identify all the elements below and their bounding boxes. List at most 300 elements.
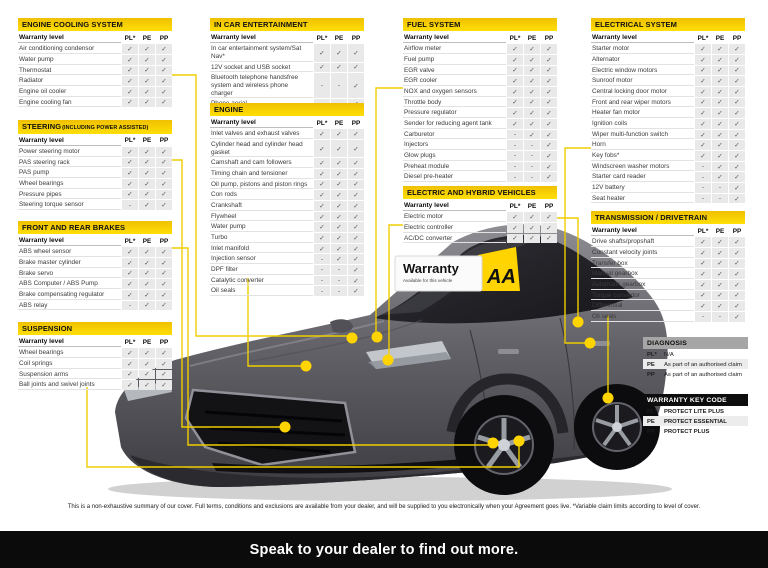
coverage-mark: ✓ xyxy=(156,158,172,168)
coverage-mark: ✓ xyxy=(139,348,155,358)
column-header: PP xyxy=(544,202,554,210)
callout-dot xyxy=(573,317,584,328)
coverage-mark: ✓ xyxy=(507,212,523,222)
coverage-mark: ✓ xyxy=(156,76,172,86)
table-column-headers xyxy=(403,201,557,211)
table-electrical-system xyxy=(591,18,745,203)
aa-logo: AA xyxy=(487,266,516,288)
part-label: Flywheel xyxy=(210,212,313,222)
coverage-mark: - xyxy=(331,276,347,286)
table-row xyxy=(591,87,745,97)
coverage-mark: ✓ xyxy=(524,119,540,129)
table-row xyxy=(403,55,557,65)
part-label: Suspension arms xyxy=(18,370,121,380)
coverage-mark: ✓ xyxy=(524,76,540,86)
part-label: Electric motor xyxy=(403,212,506,222)
coverage-mark: ✓ xyxy=(139,158,155,168)
table-row xyxy=(591,140,745,150)
warranty-level-label: Warranty level xyxy=(403,33,506,43)
coverage-mark: ✓ xyxy=(348,169,364,179)
coverage-mark: ✓ xyxy=(156,55,172,65)
column-header: PL* xyxy=(509,34,521,42)
table-row xyxy=(210,129,364,139)
part-label: Diesel pre-heater xyxy=(403,172,506,182)
coverage-mark: ✓ xyxy=(541,130,557,140)
coverage-mark: - xyxy=(331,286,347,296)
coverage-mark: ✓ xyxy=(729,269,745,279)
table-row xyxy=(403,212,557,222)
coverage-mark: ✓ xyxy=(729,108,745,118)
key-row xyxy=(643,426,748,436)
coverage-mark: ✓ xyxy=(541,151,557,161)
coverage-mark: ✓ xyxy=(139,269,155,279)
coverage-mark: ✓ xyxy=(507,76,523,86)
coverage-mark: ✓ xyxy=(314,129,330,139)
coverage-mark: ✓ xyxy=(156,190,172,200)
table-title: STEERING(INCLUDING POWER ASSISTED) xyxy=(18,120,172,134)
key-code: PE xyxy=(647,418,655,425)
part-label: Cylinder head and cylinder head gasket xyxy=(210,140,313,157)
coverage-mark: ✓ xyxy=(122,258,138,268)
coverage-mark: ✓ xyxy=(139,87,155,97)
column-header: PE xyxy=(334,119,344,127)
part-label: Water pump xyxy=(210,222,313,232)
coverage-mark: ✓ xyxy=(348,44,364,61)
part-label: Air conditioning condensor xyxy=(18,44,121,54)
table-column-headers xyxy=(18,337,172,347)
part-label: Oil seals xyxy=(591,312,694,322)
coverage-mark: ✓ xyxy=(139,66,155,76)
warranty-level-label: Warranty level xyxy=(18,236,121,246)
table-front-and-rear-brakes xyxy=(18,221,172,310)
table-row xyxy=(18,66,172,76)
coverage-mark: ✓ xyxy=(524,223,540,233)
column-header: PE xyxy=(142,137,152,145)
table-title: ENGINE xyxy=(210,103,364,116)
part-label: Starter card reader xyxy=(591,172,694,182)
table-row xyxy=(18,190,172,200)
column-header: PP xyxy=(159,137,169,145)
coverage-mark: ✓ xyxy=(541,108,557,118)
part-label: Transfer box xyxy=(591,259,694,269)
table-row xyxy=(18,98,172,108)
coverage-mark: ✓ xyxy=(541,140,557,150)
table-row xyxy=(18,359,172,369)
key-description: PROTECT ESSENTIAL xyxy=(664,418,727,425)
coverage-mark: ✓ xyxy=(729,87,745,97)
key-code: PL* xyxy=(647,351,657,358)
table-row xyxy=(18,168,172,178)
coverage-mark: ✓ xyxy=(729,140,745,150)
warranty-level-label: Warranty level xyxy=(210,33,313,43)
coverage-mark: ✓ xyxy=(331,212,347,222)
coverage-mark: - xyxy=(524,162,540,172)
table-row xyxy=(403,151,557,161)
coverage-mark: ✓ xyxy=(507,44,523,54)
table-row xyxy=(210,254,364,264)
coverage-mark: ✓ xyxy=(156,258,172,268)
coverage-mark: ✓ xyxy=(156,98,172,108)
callout-dot xyxy=(488,438,499,449)
part-label: Fuel pump xyxy=(403,55,506,65)
coverage-mark: ✓ xyxy=(348,201,364,211)
door-handle xyxy=(498,349,519,354)
coverage-mark: - xyxy=(712,183,728,193)
coverage-mark: ✓ xyxy=(139,247,155,257)
coverage-mark: ✓ xyxy=(524,98,540,108)
table-row xyxy=(403,87,557,97)
coverage-mark: ✓ xyxy=(331,169,347,179)
table-row xyxy=(403,172,557,182)
part-label: Oil pump, pistons and piston rings xyxy=(210,180,313,190)
coverage-mark: ✓ xyxy=(541,234,557,244)
coverage-mark: ✓ xyxy=(122,359,138,369)
part-label: Ball joints and swivel joints xyxy=(18,380,121,390)
coverage-mark: - xyxy=(507,130,523,140)
part-label: PAS pump xyxy=(18,168,121,178)
coverage-mark: ✓ xyxy=(139,301,155,311)
part-label: Heater fan motor xyxy=(591,108,694,118)
table-row xyxy=(210,233,364,243)
coverage-mark: ✓ xyxy=(156,290,172,300)
part-label: Wiper multi-function switch xyxy=(591,130,694,140)
part-label: Sender for reducing agent tank xyxy=(403,119,506,129)
table-column-headers xyxy=(18,236,172,246)
table-row xyxy=(210,222,364,232)
table-row xyxy=(18,55,172,65)
part-label: 12V socket and USB socket xyxy=(210,63,313,73)
table-row xyxy=(591,194,745,204)
coverage-mark: - xyxy=(122,301,138,311)
table-row xyxy=(210,140,364,157)
coverage-mark: ✓ xyxy=(122,279,138,289)
table-row xyxy=(591,162,745,172)
coverage-mark: ✓ xyxy=(139,179,155,189)
coverage-mark: ✓ xyxy=(695,87,711,97)
column-header: PE xyxy=(142,237,152,245)
front-wheel xyxy=(452,379,563,495)
table-row xyxy=(210,201,364,211)
coverage-mark: ✓ xyxy=(729,76,745,86)
table-row xyxy=(18,380,172,390)
table-row xyxy=(18,76,172,86)
coverage-mark: - xyxy=(507,151,523,161)
part-label: Brake compensating regulator xyxy=(18,290,121,300)
column-header: PP xyxy=(732,227,742,235)
coverage-mark: ✓ xyxy=(331,44,347,61)
coverage-mark: - xyxy=(507,162,523,172)
table-row xyxy=(18,247,172,257)
coverage-mark: - xyxy=(695,183,711,193)
table-row xyxy=(591,98,745,108)
coverage-mark: ✓ xyxy=(712,76,728,86)
table-row xyxy=(403,140,557,150)
coverage-mark: ✓ xyxy=(695,259,711,269)
part-label: EGR valve xyxy=(403,66,506,76)
coverage-mark: ✓ xyxy=(348,180,364,190)
roof-sign-title: Warranty xyxy=(403,261,459,276)
coverage-mark: ✓ xyxy=(156,269,172,279)
coverage-mark: - xyxy=(314,265,330,275)
table-row xyxy=(210,63,364,73)
table-row xyxy=(18,44,172,54)
part-label: In car entertainment system/Sat Nav* xyxy=(210,44,313,61)
coverage-mark: ✓ xyxy=(156,44,172,54)
table-row xyxy=(18,301,172,311)
part-label: Glow plugs xyxy=(403,151,506,161)
coverage-mark: ✓ xyxy=(156,380,172,390)
part-label: Drive shafts/propshaft xyxy=(591,237,694,247)
table-title: SUSPENSION xyxy=(18,322,172,335)
table-title: FRONT AND REAR BRAKES xyxy=(18,221,172,234)
coverage-mark: ✓ xyxy=(524,130,540,140)
part-label: Radiator xyxy=(18,76,121,86)
coverage-mark: ✓ xyxy=(348,254,364,264)
coverage-mark: ✓ xyxy=(139,380,155,390)
key-code: PL* xyxy=(647,408,657,415)
column-header: PP xyxy=(544,34,554,42)
table-row xyxy=(591,66,745,76)
table-row xyxy=(591,130,745,140)
part-label: Con rods xyxy=(210,190,313,200)
coverage-mark: ✓ xyxy=(122,370,138,380)
coverage-mark: ✓ xyxy=(712,269,728,279)
table-row xyxy=(210,190,364,200)
part-label: 12V battery xyxy=(591,183,694,193)
coverage-mark: ✓ xyxy=(729,55,745,65)
column-header: PL* xyxy=(697,227,709,235)
callout-dot xyxy=(585,338,596,349)
warranty-level-label: Warranty level xyxy=(591,33,694,43)
column-header: PE xyxy=(527,202,537,210)
coverage-mark: ✓ xyxy=(122,179,138,189)
part-label: Ignition coils xyxy=(591,119,694,129)
coverage-mark: ✓ xyxy=(712,87,728,97)
table-row xyxy=(591,55,745,65)
coverage-mark: ✓ xyxy=(695,269,711,279)
table-column-headers xyxy=(18,33,172,43)
cta-bar xyxy=(0,531,768,568)
coverage-mark: ✓ xyxy=(156,301,172,311)
coverage-mark: - xyxy=(331,73,347,98)
coverage-mark: ✓ xyxy=(524,44,540,54)
part-label: Carburetor xyxy=(403,130,506,140)
coverage-mark: ✓ xyxy=(695,108,711,118)
coverage-mark: ✓ xyxy=(729,162,745,172)
table-row xyxy=(591,119,745,129)
column-header: PE xyxy=(527,34,537,42)
coverage-mark: ✓ xyxy=(122,380,138,390)
coverage-mark: ✓ xyxy=(314,222,330,232)
coverage-mark: ✓ xyxy=(507,55,523,65)
coverage-mark: ✓ xyxy=(348,244,364,254)
part-label: NOX and oxygen sensors xyxy=(403,87,506,97)
table-row xyxy=(18,179,172,189)
part-label: Horn xyxy=(591,140,694,150)
column-header: PP xyxy=(732,34,742,42)
coverage-mark: ✓ xyxy=(122,44,138,54)
part-label: DPF filter xyxy=(210,265,313,275)
table-title: ELECTRICAL SYSTEM xyxy=(591,18,745,31)
key-description: N/A xyxy=(664,351,674,358)
part-label: Inlet valves and exhaust valves xyxy=(210,129,313,139)
part-label: ABS Computer / ABS Pump xyxy=(18,279,121,289)
part-label: Brake servo xyxy=(18,269,121,279)
callout-dot xyxy=(347,333,358,344)
coverage-mark: ✓ xyxy=(314,169,330,179)
coverage-mark: ✓ xyxy=(139,290,155,300)
part-label: Key fobs* xyxy=(591,151,694,161)
key-description: As part of an authorised claim xyxy=(664,371,742,378)
coverage-mark: ✓ xyxy=(524,212,540,222)
part-label: Seat heater xyxy=(591,194,694,204)
coverage-mark: ✓ xyxy=(712,248,728,258)
table-row xyxy=(18,290,172,300)
coverage-mark: ✓ xyxy=(541,162,557,172)
coverage-mark: ✓ xyxy=(122,168,138,178)
column-header: PL* xyxy=(316,34,328,42)
table-row xyxy=(210,265,364,275)
coverage-mark: ✓ xyxy=(695,44,711,54)
part-label: Coil springs xyxy=(18,359,121,369)
coverage-mark: ✓ xyxy=(331,222,347,232)
coverage-mark: ✓ xyxy=(712,259,728,269)
coverage-mark: ✓ xyxy=(156,87,172,97)
part-label: Pressure regulator xyxy=(403,108,506,118)
part-label: Wheel bearings xyxy=(18,348,121,358)
coverage-mark: ✓ xyxy=(314,158,330,168)
box-title: DIAGNOSIS xyxy=(643,337,748,349)
column-header: PP xyxy=(159,34,169,42)
coverage-mark: ✓ xyxy=(729,130,745,140)
coverage-mark: ✓ xyxy=(507,87,523,97)
coverage-mark: ✓ xyxy=(712,55,728,65)
box-title: WARRANTY KEY CODE xyxy=(643,394,748,406)
table-row xyxy=(591,269,745,279)
coverage-mark: ✓ xyxy=(507,119,523,129)
coverage-mark: ✓ xyxy=(695,98,711,108)
coverage-mark: - xyxy=(507,140,523,150)
callout-dot xyxy=(372,332,383,343)
coverage-mark: ✓ xyxy=(729,248,745,258)
coverage-mark: ✓ xyxy=(122,290,138,300)
warranty-level-label: Warranty level xyxy=(18,33,121,43)
coverage-mark: ✓ xyxy=(122,98,138,108)
coverage-mark: ✓ xyxy=(507,98,523,108)
coverage-mark: ✓ xyxy=(695,55,711,65)
part-label: AC/DC converter xyxy=(403,234,506,244)
table-row xyxy=(210,244,364,254)
part-label: Oil seals xyxy=(210,286,313,296)
coverage-mark: ✓ xyxy=(712,151,728,161)
coverage-mark: - xyxy=(524,151,540,161)
part-label: Sunroof motor xyxy=(591,76,694,86)
coverage-mark: ✓ xyxy=(331,190,347,200)
table-row xyxy=(18,279,172,289)
part-label: Throttle body xyxy=(403,98,506,108)
table-row xyxy=(403,223,557,233)
table-title: IN CAR ENTERTAINMENT xyxy=(210,18,364,31)
part-label: Engine cooling fan xyxy=(18,98,121,108)
coverage-mark: - xyxy=(695,194,711,204)
coverage-mark: ✓ xyxy=(729,312,745,322)
coverage-mark: ✓ xyxy=(729,301,745,311)
coverage-mark: ✓ xyxy=(695,151,711,161)
table-row xyxy=(18,158,172,168)
coverage-mark: ✓ xyxy=(156,147,172,157)
coverage-mark: - xyxy=(695,312,711,322)
coverage-mark: - xyxy=(314,73,330,98)
coverage-mark: ✓ xyxy=(712,44,728,54)
part-label: Thermostat xyxy=(18,66,121,76)
key-row xyxy=(643,416,748,426)
coverage-mark: ✓ xyxy=(541,87,557,97)
table-row xyxy=(210,276,364,286)
coverage-mark: - xyxy=(524,140,540,150)
coverage-mark: ✓ xyxy=(348,276,364,286)
key-code: PP xyxy=(647,428,655,435)
part-label: Automatic gearbox xyxy=(591,280,694,290)
coverage-mark: ✓ xyxy=(712,301,728,311)
table-steering xyxy=(18,120,172,210)
part-label: Brake master cylinder xyxy=(18,258,121,268)
table-title: FUEL SYSTEM xyxy=(403,18,557,31)
table-title: ELECTRIC AND HYBRID VEHICLES xyxy=(403,186,557,199)
table-row xyxy=(210,212,364,222)
coverage-mark: ✓ xyxy=(139,258,155,268)
table-row xyxy=(18,258,172,268)
table-column-headers xyxy=(210,33,364,43)
part-label: Electric window motors xyxy=(591,66,694,76)
coverage-mark: ✓ xyxy=(122,247,138,257)
table-row xyxy=(18,87,172,97)
table-row xyxy=(18,147,172,157)
column-header: PP xyxy=(351,119,361,127)
coverage-mark: ✓ xyxy=(139,200,155,210)
table-title: ENGINE COOLING SYSTEM xyxy=(18,18,172,31)
callout-dot xyxy=(301,361,312,372)
coverage-mark: ✓ xyxy=(729,280,745,290)
key-row xyxy=(643,359,748,369)
key-code: PP xyxy=(647,371,655,378)
column-header: PE xyxy=(715,34,725,42)
table-subtitle: (INCLUDING POWER ASSISTED) xyxy=(62,125,149,131)
coverage-mark: ✓ xyxy=(729,291,745,301)
table-row xyxy=(210,73,364,98)
coverage-mark: ✓ xyxy=(695,130,711,140)
coverage-mark: ✓ xyxy=(712,280,728,290)
coverage-mark: ✓ xyxy=(729,237,745,247)
part-label: Injection sensor xyxy=(210,254,313,264)
coverage-mark: ✓ xyxy=(712,98,728,108)
coverage-mark: ✓ xyxy=(729,194,745,204)
coverage-mark: ✓ xyxy=(541,66,557,76)
part-label: Manual gearbox xyxy=(591,269,694,279)
part-label: Starter motor xyxy=(591,44,694,54)
table-row xyxy=(210,180,364,190)
table-fuel-system xyxy=(403,18,557,182)
coverage-mark: ✓ xyxy=(122,55,138,65)
table-column-headers xyxy=(403,33,557,43)
table-title: TRANSMISSION / DRIVETRAIN xyxy=(591,211,745,224)
coverage-mark: ✓ xyxy=(122,348,138,358)
table-row xyxy=(591,183,745,193)
coverage-mark: ✓ xyxy=(729,183,745,193)
coverage-mark: ✓ xyxy=(541,55,557,65)
coverage-mark: ✓ xyxy=(156,359,172,369)
table-row xyxy=(210,169,364,179)
coverage-mark: ✓ xyxy=(331,140,347,157)
